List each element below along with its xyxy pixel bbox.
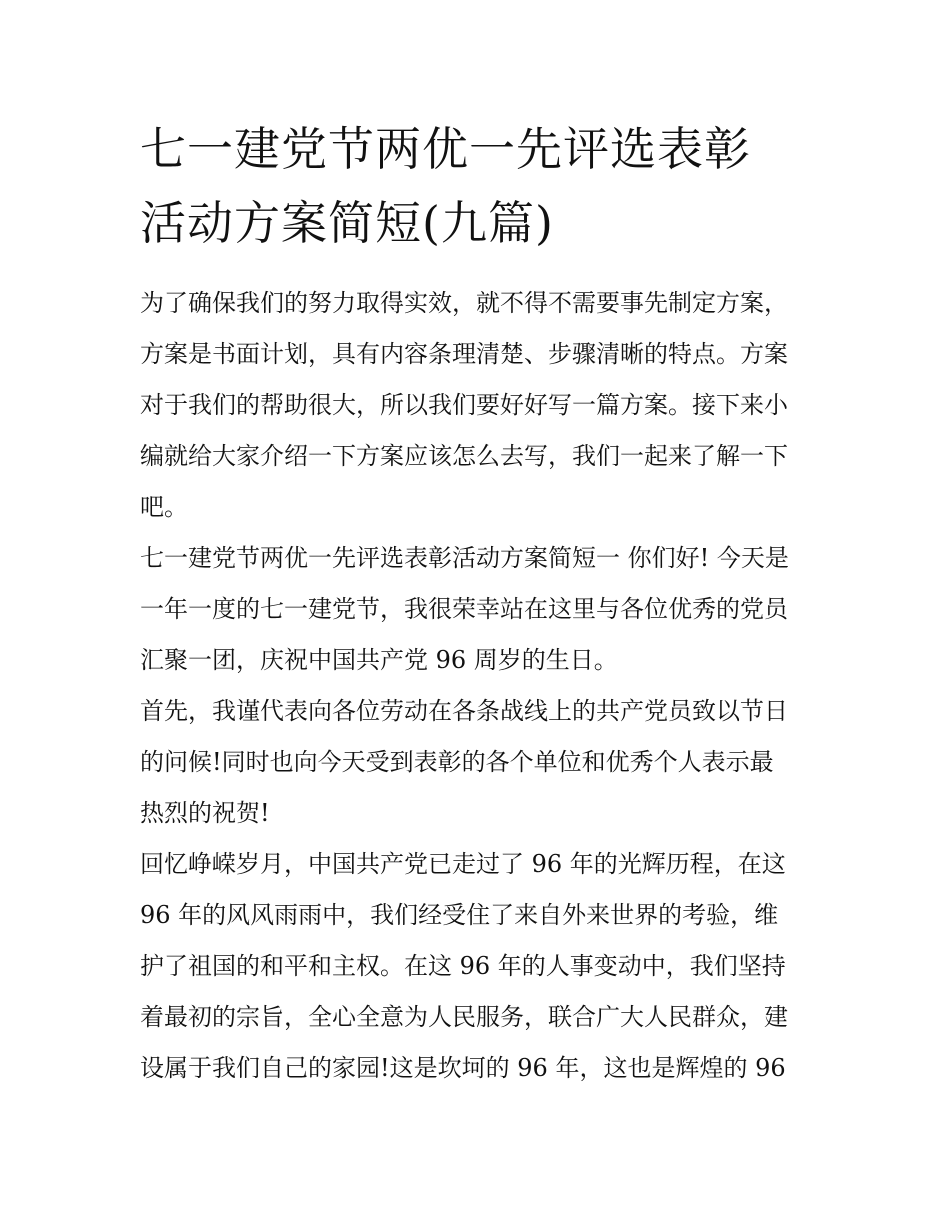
body-line: 护了祖国的和平和主权。在这 96 年的人事变动中，我们坚持	[140, 952, 786, 980]
body-line: 为了确保我们的努力取得实效，就不得不需要事先制定方案，	[140, 289, 788, 317]
body-line: 着最初的宗旨，全心全意为人民服务，联合广大人民群众，建	[140, 1003, 788, 1031]
body-line: 一年一度的七一建党节，我很荣幸站在这里与各位优秀的党员	[140, 595, 788, 623]
body-line: 的问候!同时也向今天受到表彰的各个单位和优秀个人表示最	[140, 748, 774, 776]
document-title	[140, 112, 812, 260]
body-line: 汇聚一团，庆祝中国共产党 96 周岁的生日。	[140, 646, 618, 674]
title-line: 活动方案简短(九篇)	[140, 196, 554, 250]
body-line: 七一建党节两优一先评选表彰活动方案简短一 你们好! 今天是	[140, 544, 789, 572]
body-line: 吧。	[140, 493, 188, 521]
body-line: 96 年的风风雨雨中，我们经受住了来自外来世界的考验，维	[140, 901, 779, 929]
body-line: 回忆峥嵘岁月，中国共产党已走过了 96 年的光辉历程，在这	[140, 850, 786, 878]
body-line: 对于我们的帮助很大，所以我们要好好写一篇方案。接下来小	[140, 391, 788, 419]
document-page	[140, 112, 812, 1094]
document-body	[140, 278, 812, 1094]
body-line: 首先，我谨代表向各位劳动在各条战线上的共产党员致以节日	[140, 697, 788, 725]
body-line: 方案是书面计划，具有内容条理清楚、步骤清晰的特点。方案	[140, 340, 788, 368]
title-line: 七一建党节两优一先评选表彰	[140, 122, 751, 176]
body-line: 热烈的祝贺!	[140, 799, 270, 827]
body-line: 设属于我们自己的家园!这是坎坷的 96 年，这也是辉煌的 96	[140, 1054, 786, 1082]
body-line: 编就给大家介绍一下方案应该怎么去写，我们一起来了解一下	[140, 442, 788, 470]
